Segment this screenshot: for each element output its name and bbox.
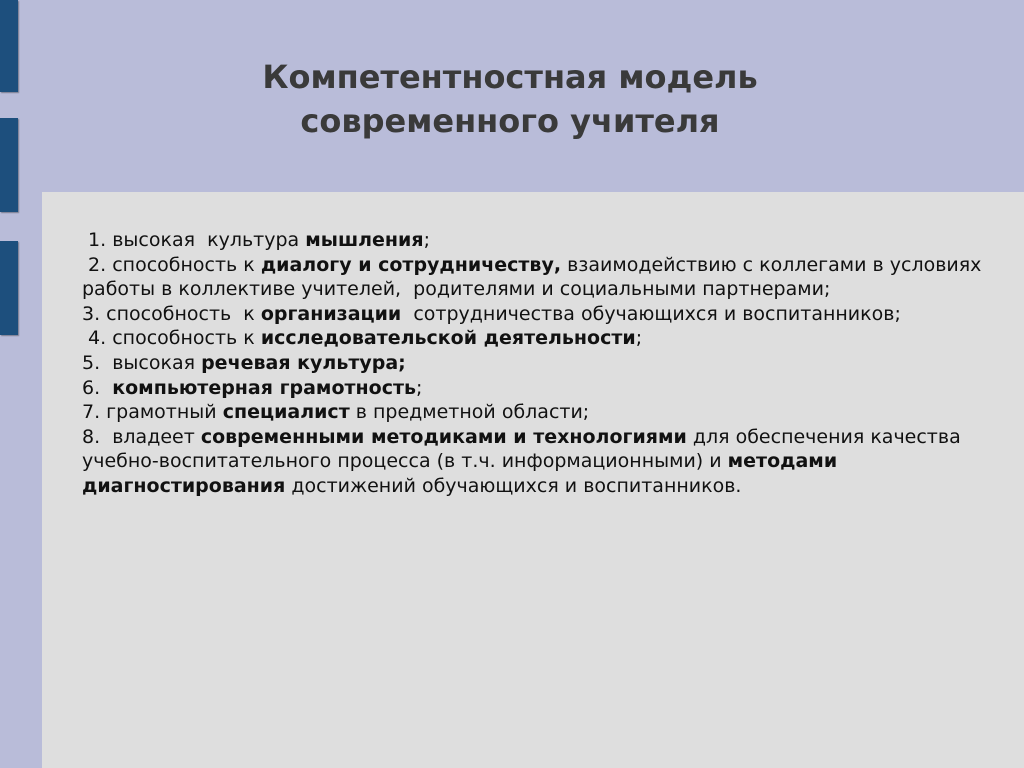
list-item [82, 302, 982, 327]
list-item-emphasis: современными методиками и технологиями [200, 425, 687, 448]
list-item-text: 3. способность к [82, 302, 261, 325]
accent-bar-bottom [0, 241, 18, 335]
slide-title [150, 55, 870, 143]
list-item-emphasis: мышления [305, 229, 424, 251]
list-item [82, 376, 982, 401]
list-item-text: ; [423, 229, 430, 251]
list-item-emphasis: методами диагностирования [82, 450, 844, 497]
list-item-text: 4. способность к [82, 327, 261, 350]
list-item-text: 7. грамотный [82, 401, 223, 424]
list-item-emphasis: речевая культура; [201, 351, 406, 374]
list-item-text: достижений обучающихся и воспитанников. [285, 474, 742, 497]
list-item [82, 326, 982, 351]
list-item [82, 400, 982, 425]
list-item-emphasis: организации [260, 302, 402, 325]
list-item-emphasis: диалогу и сотрудничеству, [260, 253, 562, 276]
slide-title-line-2: современного учителя [300, 102, 720, 140]
list-item [82, 425, 982, 499]
list-item [82, 351, 982, 376]
list-item-emphasis: специалист [222, 401, 350, 424]
list-item-text: в предметной области; [349, 401, 590, 424]
list-item-text: 5. высокая [82, 351, 202, 374]
slide-title-line-1: Компетентностная модель [262, 58, 758, 96]
list-item-text: для обеспечения качества учебно-воспитательного процесса (в т.ч. информационными) и [82, 425, 967, 473]
list-item [82, 253, 988, 302]
list-item-text: 1. высокая культура [82, 229, 306, 251]
list-item-text: ; [416, 376, 423, 399]
list-item-text: ; [635, 327, 643, 350]
list-item-text: 6. [82, 376, 113, 399]
list-item-text: взаимодействию с коллегами в условиях работы в коллективе учителей, родителями и социальными партнерами; [82, 253, 988, 301]
accent-bar-middle [0, 118, 18, 212]
list-item-emphasis: исследовательской деятельности [260, 327, 636, 350]
list-item-text: 2. способность к [82, 253, 261, 276]
list-item [82, 228, 982, 253]
accent-bar-top [0, 0, 18, 92]
list-item-emphasis: компьютерная грамотность [112, 376, 416, 399]
left-decoration [0, 0, 28, 768]
competence-list [82, 228, 988, 499]
list-item-text: сотрудничества обучающихся и воспитанников; [401, 302, 901, 325]
list-item-text: 8. владеет [82, 425, 201, 448]
